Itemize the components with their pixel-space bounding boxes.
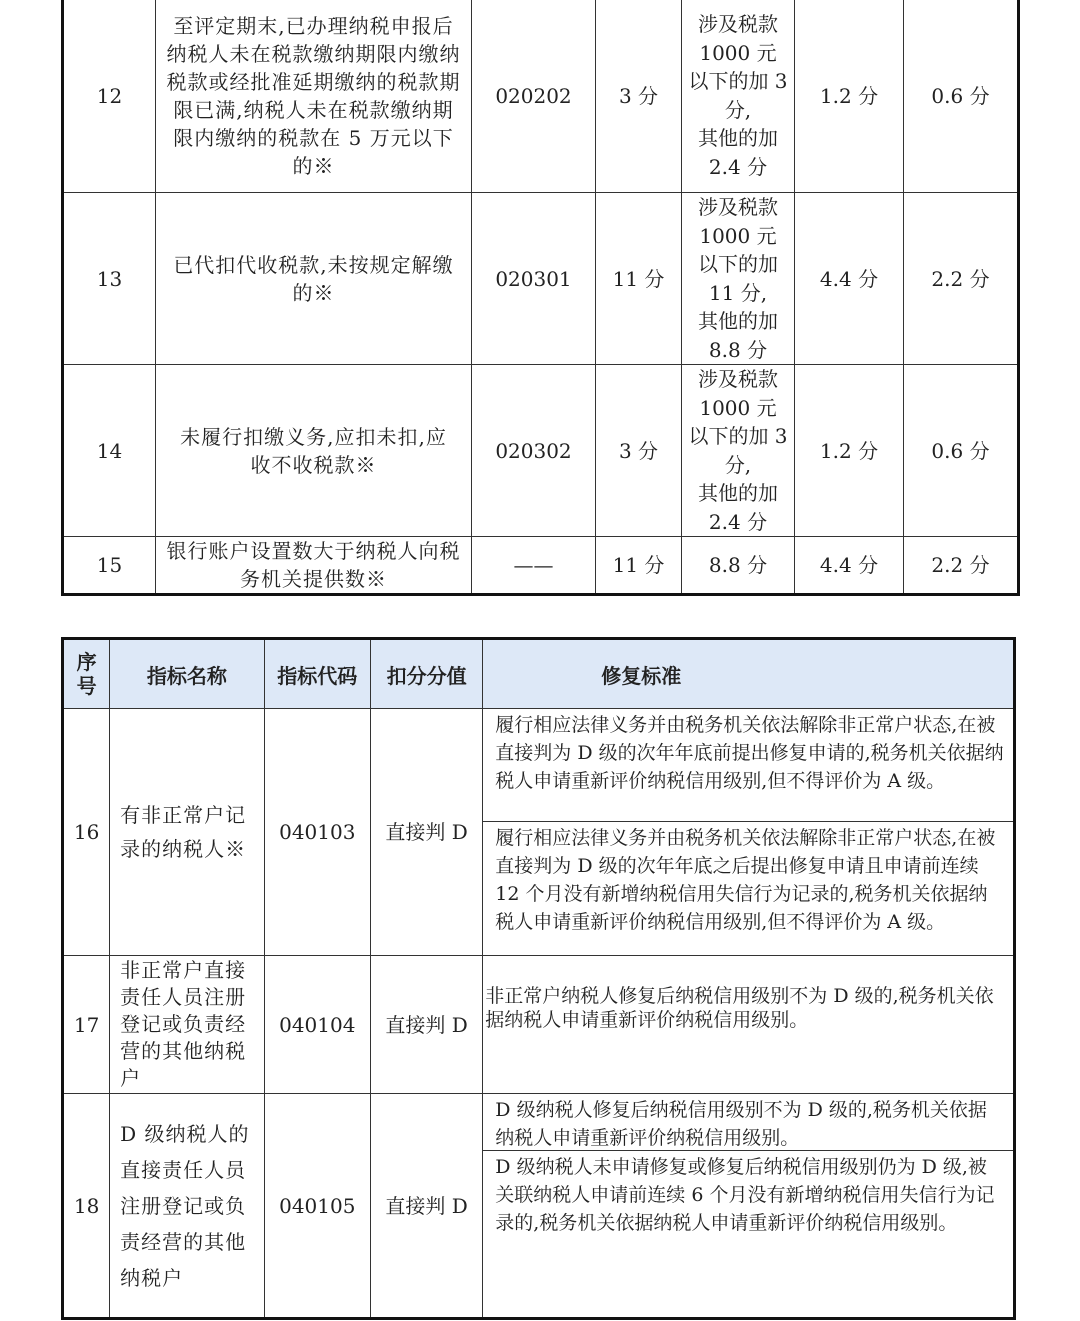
- row-seq: 15: [63, 537, 156, 595]
- table-header-row: [63, 639, 1015, 709]
- name-line: 限内缴纳的税款在 5 万元以下: [173, 125, 454, 150]
- table-row: [63, 1094, 1015, 1319]
- rule-line: 2.4 分: [708, 509, 768, 534]
- rule-line: 涉及税款: [698, 367, 778, 391]
- rule-line: 分,: [724, 452, 752, 477]
- header-seq-line: 号: [76, 674, 97, 698]
- indicator-code: 020301: [472, 193, 596, 365]
- rule-line: 1000 元: [699, 40, 777, 65]
- name-line: 登记或负责经: [120, 1012, 247, 1036]
- standard-text: D 级纳税人修复后纳税信用级别不为 D 级的,税务机关依据纳税人申请重新评价纳税信用级别。: [495, 1099, 987, 1149]
- name-line: 限已满,纳税人未在税款缴纳期: [173, 97, 454, 122]
- score-col5: 1.2 分: [795, 0, 904, 193]
- table-row: [63, 537, 1019, 595]
- indicator-code: 040104: [264, 956, 370, 1094]
- name-line: 未履行扣缴义务,应扣未扣,应: [180, 424, 447, 449]
- name-line: 已代扣代收税款,未按规定解缴: [173, 252, 454, 277]
- name-line: 至评定期末,已办理纳税申报后: [173, 13, 454, 38]
- header-indicator-code: 指标代码: [264, 639, 370, 709]
- table-row: [63, 193, 1019, 365]
- rule-line: 分,: [724, 97, 752, 122]
- name-line: 责经营的其他: [120, 1229, 247, 1254]
- score-value: 11 分: [596, 193, 682, 365]
- header-seq-line: 序: [76, 650, 97, 674]
- name-line: 营的其他纳税: [120, 1039, 247, 1063]
- indicator-code: 020302: [472, 365, 596, 537]
- standard-text: 非正常户纳税人修复后纳税信用级别不为 D 级的,税务机关依据纳税人申请重新评价纳税信用级别。: [485, 985, 994, 1031]
- score-value: 3 分: [596, 365, 682, 537]
- deduct-rule: [682, 537, 795, 595]
- name-line: 责任人员注册: [120, 985, 247, 1009]
- name-line: 户: [120, 1066, 142, 1090]
- header-score: 扣分分值: [370, 639, 482, 709]
- name-line: 税款或经批准延期缴纳的税款期: [166, 69, 461, 94]
- repair-standard: [483, 956, 1015, 1094]
- score-col5: 1.2 分: [795, 365, 904, 537]
- score-value: 直接判 D: [370, 1094, 482, 1319]
- name-line: 直接责任人员: [120, 1157, 247, 1182]
- rule-line: 11 分,: [708, 280, 768, 305]
- rule-line: 其他的加: [698, 126, 778, 150]
- rule-line: 其他的加: [698, 309, 778, 333]
- table-row: [63, 365, 1019, 537]
- rule-line: 以下的加 3: [688, 69, 788, 93]
- indicator-name: [156, 193, 472, 365]
- rule-line: 以下的加: [698, 252, 778, 276]
- indicator-name: [156, 537, 472, 595]
- row-seq: 18: [63, 1094, 110, 1319]
- rule-line: 涉及税款: [698, 195, 778, 219]
- name-line: 的※: [292, 280, 335, 305]
- header-seq: [63, 639, 110, 709]
- rule-line: 以下的加 3: [688, 424, 788, 448]
- score-value: 直接判 D: [370, 709, 482, 956]
- rule-line: 8.8 分: [708, 337, 768, 362]
- name-line: 务机关提供数※: [240, 567, 387, 591]
- indicator-code: 040105: [264, 1094, 370, 1319]
- score-value: 3 分: [596, 0, 682, 193]
- name-line: 有非正常户记: [120, 803, 247, 827]
- score-col6: 2.2 分: [904, 537, 1019, 595]
- deduct-rule: [682, 193, 795, 365]
- standard-text: 履行相应法律义务并由税务机关依法解除非正常户状态,在被直接判为 D 级的次年年底之后提出修复申请且申请前连续 12 个月没有新增纳税信用失信行为记录的,税务机关依据纳税人申请重新评价纳税信用级别,但不得评价为 A 级。: [483, 821, 1013, 940]
- rule-line: 8.8 分: [708, 552, 768, 577]
- indicator-table-upper: [61, 0, 1020, 596]
- indicator-name: [156, 0, 472, 193]
- rule-line: 2.4 分: [708, 154, 768, 179]
- name-line: 录的纳税人※: [120, 837, 247, 861]
- score-col5: 4.4 分: [795, 537, 904, 595]
- name-line: 收不收税款※: [250, 452, 377, 477]
- table-row: [63, 709, 1015, 956]
- indicator-code: 020202: [472, 0, 596, 193]
- rule-line: 涉及税款: [698, 12, 778, 36]
- name-line: 纳税人未在税款缴纳期限内缴纳: [166, 41, 461, 66]
- row-seq: 12: [63, 0, 156, 193]
- standard-text: 履行相应法律义务并由税务机关依法解除非正常户状态,在被直接判为 D 级的次年年底前提出修复申请的,税务机关依据纳税人申请重新评价纳税信用级别,但不得评价为 A 级。: [495, 714, 1004, 792]
- score-value: 11 分: [596, 537, 682, 595]
- standard-text: D 级纳税人未申请修复或修复后纳税信用级别仍为 D 级,被关联纳税人申请前连续 6 个月没有新增纳税信用失信行为记录的,税务机关依据纳税人申请重新评价纳税信用级别。: [483, 1150, 1013, 1241]
- repair-standard: [483, 709, 1015, 956]
- score-col5: 4.4 分: [795, 193, 904, 365]
- header-indicator-name: 指标名称: [110, 639, 264, 709]
- row-seq: 17: [63, 956, 110, 1094]
- name-line: 注册登记或负: [120, 1193, 247, 1218]
- row-seq: 13: [63, 193, 156, 365]
- indicator-name: [156, 365, 472, 537]
- repair-standard-table: [61, 637, 1016, 1320]
- rule-line: 1000 元: [699, 395, 777, 420]
- repair-standard: [483, 1094, 1015, 1319]
- header-repair-standard: 修复标准: [483, 639, 1015, 709]
- indicator-code: 040103: [264, 709, 370, 956]
- rule-line: 其他的加: [698, 481, 778, 505]
- row-seq: 14: [63, 365, 156, 537]
- row-seq: 16: [63, 709, 110, 956]
- name-line: 非正常户直接: [120, 958, 247, 982]
- deduct-rule: [682, 365, 795, 537]
- score-col6: 0.6 分: [904, 365, 1019, 537]
- rule-line: 1000 元: [699, 223, 777, 248]
- indicator-name: [110, 1094, 264, 1319]
- indicator-code: ——: [472, 537, 596, 595]
- deduct-rule: [682, 0, 795, 193]
- indicator-name: [110, 956, 264, 1094]
- indicator-name: [110, 709, 264, 956]
- name-line: 银行账户设置数大于纳税人向税: [166, 539, 461, 563]
- score-value: 直接判 D: [370, 956, 482, 1094]
- name-line: 纳税户: [120, 1265, 184, 1290]
- name-line: 的※: [292, 153, 335, 178]
- table-row: [63, 956, 1015, 1094]
- table-row: [63, 0, 1019, 193]
- score-col6: 2.2 分: [904, 193, 1019, 365]
- score-col6: 0.6 分: [904, 0, 1019, 193]
- name-line: D 级纳税人的: [120, 1121, 250, 1146]
